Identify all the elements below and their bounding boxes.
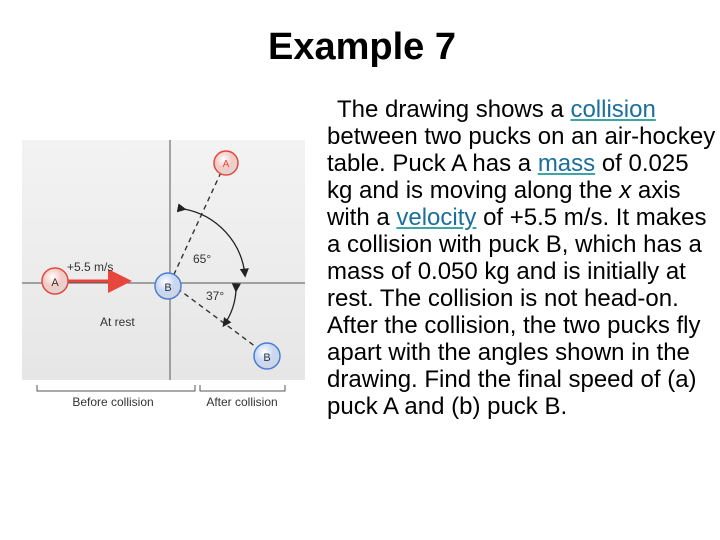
- variable-x: x: [619, 177, 632, 204]
- before-bracket: [37, 385, 195, 391]
- collision-link[interactable]: collision: [570, 96, 656, 123]
- before-collision-label: Before collision: [72, 395, 154, 409]
- svg-text:B: B: [164, 282, 172, 294]
- puck-b-initial: [155, 273, 181, 299]
- puck-a-final: [214, 151, 238, 175]
- after-collision-label: After collision: [206, 395, 278, 409]
- slide-title: Example 7: [268, 26, 456, 68]
- velocity-label: +5.5 m/s: [67, 260, 114, 274]
- mass-link[interactable]: mass: [537, 150, 596, 177]
- svg-text:A: A: [51, 277, 59, 289]
- text-part: axis with a: [327, 177, 681, 231]
- text-part: of +5.5 m/s. It makes a collision with puck B, which has a mass of 0.050 kg and is initially at rest. The collision is not head-on. After the collision, the two pucks fly apart with the angles shown in the drawing. Find the final speed of (a) puck A and (b) puck B.: [327, 204, 707, 420]
- text-part: The drawing shows a: [337, 96, 571, 123]
- svg-text:A: A: [222, 159, 230, 170]
- at-rest-label: At rest: [100, 315, 135, 329]
- svg-text:B: B: [263, 352, 271, 364]
- velocity-link[interactable]: velocity: [396, 204, 477, 231]
- after-bracket: [200, 385, 285, 391]
- problem-text: [327, 96, 719, 420]
- puck-b-final: [254, 343, 280, 369]
- angle-a-label: 65°: [193, 252, 212, 266]
- puck-a-initial: [42, 268, 68, 294]
- text-part: of 0.025 kg and is moving along the: [327, 150, 689, 204]
- text-part: between two pucks on an air-hockey table. Puck A has a: [327, 123, 716, 177]
- angle-b-label: 37°: [206, 289, 225, 303]
- collision-diagram: [20, 135, 320, 415]
